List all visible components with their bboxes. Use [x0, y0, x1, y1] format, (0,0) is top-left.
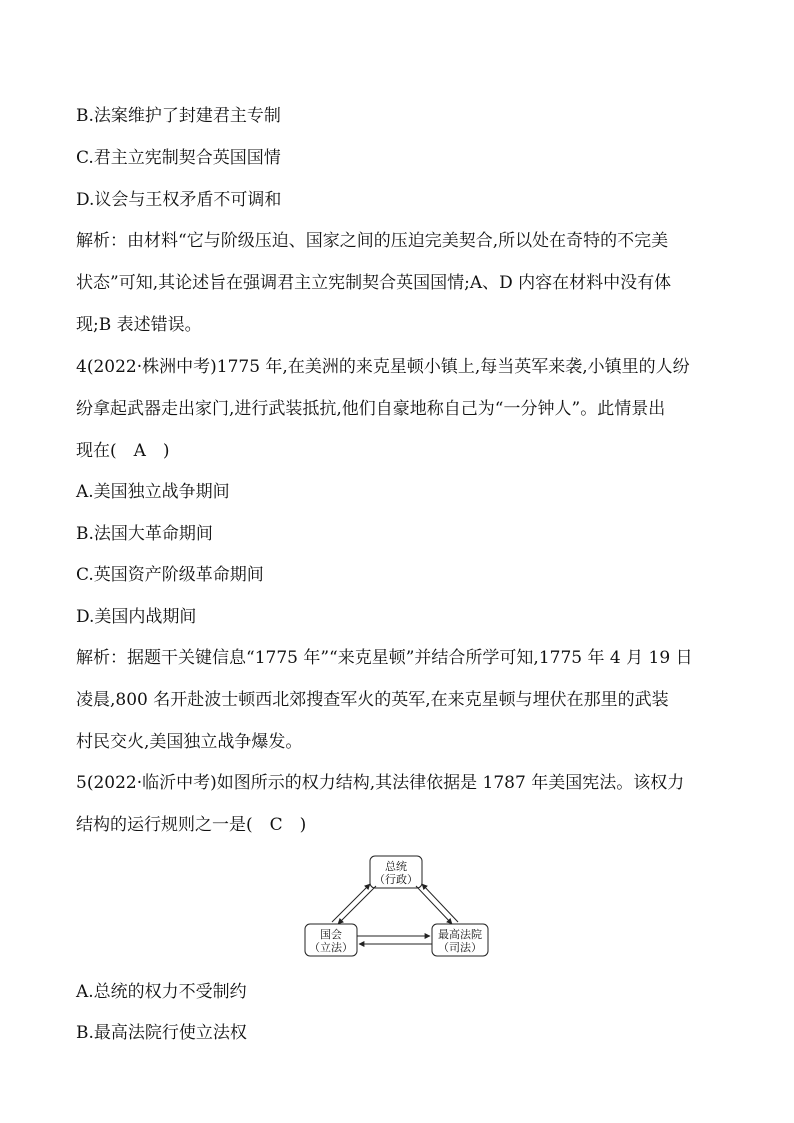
arrow-president-to-court	[416, 886, 452, 924]
option-a-q5: A.总统的权力不受制约	[76, 982, 247, 1002]
president-label: 总统	[385, 860, 407, 873]
option-a-q4: A.美国独立战争期间	[76, 482, 230, 502]
analysis-q3-line-2: 状态”可知,其论述旨在强调君主立宪制契合英国国情;A、D 内容在材料中没有体	[76, 273, 672, 293]
analysis-q4-line-2: 凌晨,800 名开赴波士顿西北郊搜查军火的英军,在来克星顿与埋伏在那里的武装	[76, 690, 669, 710]
court-label: 最高法院	[438, 928, 482, 941]
analysis-q3-line-3: 现;B 表述错误。	[76, 315, 202, 335]
analysis-q4-line-3: 村民交火,美国独立战争爆发。	[76, 732, 303, 752]
option-c-q3: C.君主立宪制契合英国国情	[76, 148, 281, 168]
question-5-answer: 结构的运行规则之一是( C )	[76, 815, 307, 835]
president-role: （行政）	[374, 873, 418, 886]
option-c-q4: C.英国资产阶级革命期间	[76, 565, 264, 585]
analysis-q3-line-1: 解析：由材料“它与阶级压迫、国家之间的压迫完美契合,所以处在奇特的不完美	[76, 231, 669, 251]
power-structure-diagram	[300, 852, 492, 960]
question-4-line-2: 纷拿起武器走出家门,进行武装抵抗,他们自豪地称自己为“一分钟人”。此情景出	[76, 399, 666, 419]
question-4-answer: 现在( A )	[76, 441, 170, 461]
congress-label: 国会	[320, 928, 342, 941]
arrow-court-to-president	[422, 884, 458, 922]
court-role: （司法）	[438, 941, 482, 954]
option-b-q4: B.法国大革命期间	[76, 524, 213, 544]
analysis-q4-line-1: 解析：据题干关键信息“1775 年”“来克星顿”并结合所学可知,1775 年 4 月 19 日	[76, 648, 693, 668]
option-d-q4: D.美国内战期间	[76, 607, 197, 627]
arrow-president-to-congress	[338, 886, 376, 924]
arrow-congress-to-president	[332, 884, 370, 922]
option-d-q3: D.议会与王权矛盾不可调和	[76, 190, 282, 210]
question-5-line-1: 5(2022·临沂中考)如图所示的权力结构,其法律依据是 1787 年美国宪法。该权力	[76, 773, 685, 793]
option-b-q3: B.法案维护了封建君主专制	[76, 106, 281, 126]
question-4-line-1: 4(2022·株洲中考)1775 年,在美洲的来克星顿小镇上,每当英军来袭,小镇里的人纷	[76, 357, 690, 377]
congress-role: （立法）	[309, 941, 353, 954]
option-b-q5: B.最高法院行使立法权	[76, 1023, 247, 1043]
